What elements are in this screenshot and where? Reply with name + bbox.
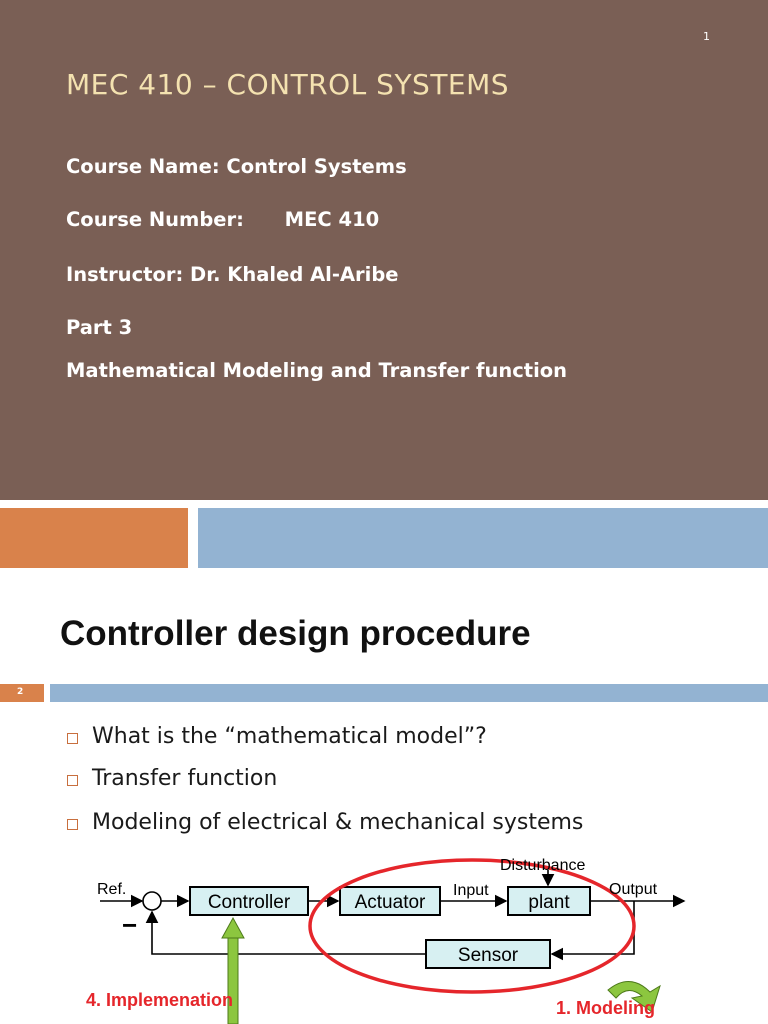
- course-name-line: Course Name: Control Systems: [66, 155, 407, 178]
- output-label: Output: [609, 881, 658, 898]
- summing-junction: [143, 892, 161, 910]
- course-number-line: Course Number: MEC 410: [66, 208, 380, 231]
- slide-2-number-box: [0, 684, 44, 702]
- input-label: Input: [453, 882, 489, 899]
- slide-2-number: 2: [17, 687, 24, 697]
- modeling-label: 1. Modeling: [556, 998, 655, 1018]
- orange-accent-bar: [0, 508, 188, 568]
- bullet-text: Modeling of electrical & mechanical systems: [92, 810, 584, 835]
- implementation-arrow-icon: [222, 918, 244, 938]
- slide-number: 1: [703, 30, 710, 43]
- square-bullet-icon: [67, 819, 78, 830]
- sensor-label: Sensor: [457, 945, 519, 966]
- slide-1: [0, 0, 768, 500]
- minus-sign: −: [122, 910, 138, 940]
- control-block-diagram: [0, 840, 768, 1024]
- implementation-label: 4. Implemenation: [86, 990, 234, 1010]
- slide-2-title: Controller design procedure: [60, 614, 531, 653]
- bullet-text: What is the “mathematical model”?: [92, 724, 487, 749]
- modeling-highlight-ellipse: [310, 860, 634, 992]
- slide-title: MEC 410 – CONTROL SYSTEMS: [66, 68, 510, 101]
- actuator-label: Actuator: [354, 892, 426, 913]
- disturbance-label: Disturbance: [500, 857, 586, 874]
- slide-2-blue-band: [50, 684, 768, 702]
- part-line: Part 3: [66, 316, 133, 339]
- bullet-text: Transfer function: [92, 766, 278, 791]
- square-bullet-icon: [67, 733, 78, 744]
- controller-label: Controller: [207, 892, 291, 913]
- implementation-arrow-shaft: [228, 936, 238, 1024]
- topic-line: Mathematical Modeling and Transfer function: [66, 359, 568, 382]
- plant-label: plant: [528, 892, 570, 913]
- instructor-line: Instructor: Dr. Khaled Al-Aribe: [66, 263, 399, 286]
- ref-label: Ref.: [97, 881, 127, 898]
- square-bullet-icon: [67, 775, 78, 786]
- blue-accent-bar: [198, 508, 768, 568]
- feedback-arrow: [152, 912, 426, 954]
